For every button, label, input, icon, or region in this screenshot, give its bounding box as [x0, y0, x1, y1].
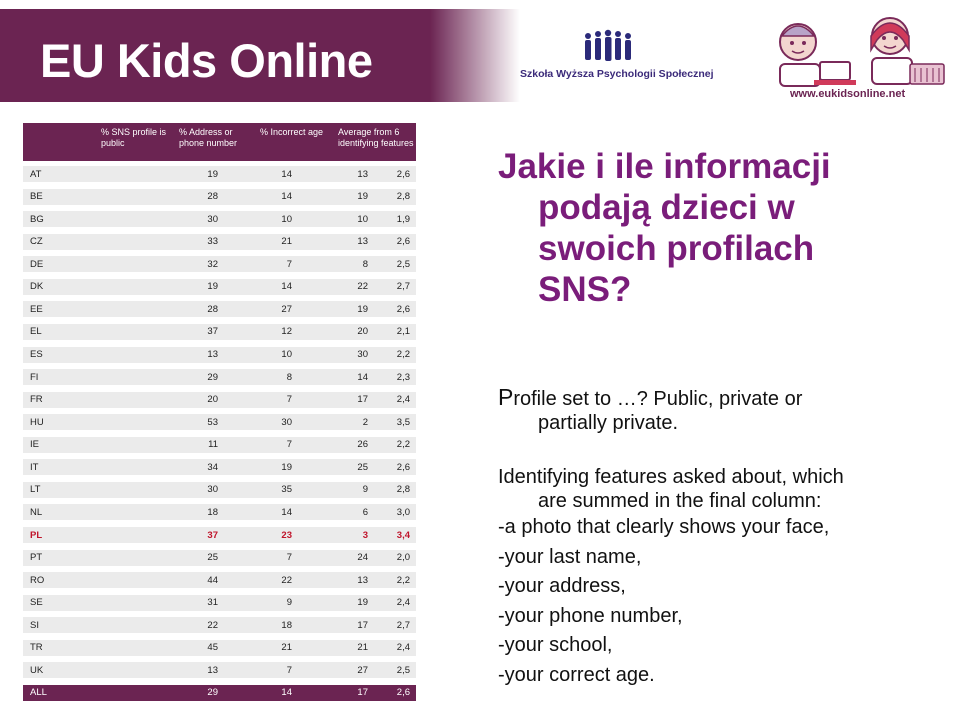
value-cell: 17 [357, 687, 368, 699]
feature-item: -your correct age. [498, 663, 655, 686]
value-cell: 30 [281, 416, 292, 428]
feature-item: -your school, [498, 634, 613, 656]
value-cell: 37 [207, 529, 218, 541]
value-cell: 13 [207, 349, 218, 360]
value-cell: 2,2 [396, 439, 410, 451]
value-cell: 11 [208, 439, 218, 451]
country-cell: LT [30, 484, 41, 496]
value-cell: 14 [281, 168, 292, 180]
value-cell: 2,2 [396, 349, 410, 360]
table-row [23, 301, 416, 317]
value-cell: 19 [357, 191, 368, 203]
value-cell: 2,5 [396, 258, 410, 270]
value-cell: 7 [286, 394, 292, 406]
headline-line: SNS? [538, 270, 632, 309]
value-cell: 19 [357, 303, 368, 315]
value-cell: 1,9 [396, 213, 410, 225]
header [0, 0, 960, 104]
value-cell: 3,0 [396, 506, 410, 518]
brand-banner [0, 9, 520, 102]
country-cell: BE [30, 191, 43, 203]
features-intro-cont: are summed in the final column: [538, 490, 822, 512]
profile-question: Profile set to …? Public, private or [498, 384, 803, 410]
value-cell: 14 [281, 506, 292, 518]
country-cell: SE [30, 597, 43, 609]
value-cell: 45 [207, 642, 218, 654]
country-cell: IE [30, 439, 39, 451]
value-cell: 3,4 [396, 529, 410, 541]
feature-item: -your last name, [498, 545, 642, 568]
value-cell: 2,1 [396, 326, 410, 338]
table-row [23, 662, 416, 678]
table-row [23, 189, 416, 205]
value-cell: 21 [281, 642, 292, 654]
value-cell: 2,0 [396, 552, 410, 564]
table-row [23, 211, 416, 227]
feature-item: -your address, [498, 575, 626, 597]
value-cell: 2,6 [396, 236, 410, 248]
value-cell: 2,2 [396, 574, 410, 586]
features-intro: Identifying features asked about, which [498, 466, 844, 488]
value-cell: 14 [357, 371, 368, 383]
value-cell: 12 [281, 326, 292, 338]
value-cell: 7 [286, 664, 292, 676]
value-cell: 13 [357, 168, 368, 180]
value-cell: 13 [207, 664, 218, 676]
country-cell: SI [30, 619, 39, 631]
header-cell [23, 123, 101, 161]
value-cell: 22 [357, 281, 368, 293]
table-row [23, 617, 416, 633]
value-cell: 10 [357, 213, 368, 225]
country-cell: NL [30, 506, 43, 518]
value-cell: 2,4 [396, 394, 410, 406]
value-cell: 18 [207, 506, 218, 518]
value-cell: 14 [281, 687, 292, 699]
value-cell: 6 [362, 506, 368, 518]
country-cell: EL [30, 326, 42, 338]
headline-line: swoich profilach [538, 229, 815, 268]
people-logo-icon [582, 28, 634, 64]
value-cell: 21 [357, 642, 368, 654]
country-cell: HU [30, 416, 44, 428]
value-cell: 10 [281, 213, 292, 225]
value-cell: 2,6 [396, 303, 410, 315]
value-cell: 17 [357, 394, 368, 406]
header-cell: Average from 6 identifying features [338, 127, 414, 148]
table-row [23, 369, 416, 385]
table-row [23, 414, 416, 430]
value-cell: 37 [207, 326, 218, 338]
kids-illustration-icon [760, 10, 950, 90]
country-cell: DK [30, 281, 44, 293]
value-cell: 13 [357, 236, 368, 248]
value-cell: 20 [357, 326, 368, 338]
value-cell: 17 [357, 619, 368, 631]
value-cell: 9 [362, 484, 368, 496]
value-cell: 2,8 [396, 484, 410, 496]
table-row [23, 324, 416, 340]
country-cell: TR [30, 642, 43, 654]
value-cell: 2,5 [396, 664, 410, 676]
table-row [23, 550, 416, 566]
value-cell: 2,6 [396, 461, 410, 473]
table-row [23, 437, 416, 453]
value-cell: 10 [281, 349, 292, 360]
table-row [23, 572, 416, 588]
value-cell: 2 [362, 416, 368, 428]
value-cell: 7 [286, 439, 292, 451]
table-header [23, 123, 416, 161]
country-cell: CZ [30, 236, 43, 248]
table-row [23, 347, 416, 363]
value-cell: 19 [207, 281, 218, 293]
brand-title: EU Kids Online [40, 34, 373, 87]
value-cell: 2,3 [396, 371, 410, 383]
profile-answer: partially private. [538, 412, 679, 434]
page-headline [498, 146, 938, 310]
value-cell: 29 [207, 371, 218, 383]
table-row [23, 595, 416, 611]
country-cell: PL [30, 529, 43, 541]
header-cell: % Address or phone number [179, 127, 238, 148]
value-cell: 13 [357, 574, 368, 586]
table-body [23, 166, 416, 701]
table-row [23, 256, 416, 272]
value-cell: 35 [281, 484, 292, 496]
feature-item: -a photo that clearly shows your face, [498, 516, 830, 538]
site-url: www.eukidsonline.net [790, 88, 906, 100]
country-cell: AT [30, 168, 42, 180]
country-cell: EE [30, 303, 43, 315]
headline-line: Jakie i ile informacji [498, 147, 831, 186]
table-row [23, 459, 416, 475]
value-cell: 29 [207, 687, 218, 699]
value-cell: 32 [207, 258, 218, 270]
country-cell: BG [30, 213, 44, 225]
country-cell: FR [30, 394, 43, 406]
value-cell: 28 [207, 303, 218, 315]
value-cell: 30 [357, 349, 368, 360]
value-cell: 27 [357, 664, 368, 676]
value-cell: 34 [207, 461, 218, 473]
value-cell: 28 [207, 191, 218, 203]
value-cell: 25 [207, 552, 218, 564]
headline-line: podają dzieci w [538, 188, 795, 227]
value-cell: 22 [281, 574, 292, 586]
value-cell: 25 [357, 461, 368, 473]
value-cell: 31 [207, 597, 218, 609]
country-cell: UK [30, 664, 44, 676]
value-cell: 30 [207, 484, 218, 496]
notes-text [498, 385, 953, 690]
feature-item: -your phone number, [498, 604, 683, 627]
value-cell: 2,4 [396, 642, 410, 654]
table-row [23, 392, 416, 408]
table-row [23, 234, 416, 250]
value-cell: 27 [281, 303, 292, 315]
country-cell: ALL [30, 687, 47, 699]
country-cell: PT [30, 552, 43, 564]
value-cell: 2,6 [396, 168, 410, 180]
table-row [23, 685, 416, 701]
value-cell: 44 [207, 574, 218, 586]
value-cell: 2,6 [396, 687, 410, 699]
table-row [23, 166, 416, 182]
value-cell: 33 [207, 236, 218, 248]
country-cell: IT [30, 461, 39, 473]
value-cell: 20 [207, 394, 218, 406]
value-cell: 8 [286, 371, 292, 383]
country-cell: FI [30, 371, 39, 383]
country-cell: ES [30, 349, 43, 360]
table-row [23, 640, 416, 656]
value-cell: 14 [281, 281, 292, 293]
value-cell: 53 [207, 416, 218, 428]
value-cell: 2,4 [396, 597, 410, 609]
value-cell: 2,8 [396, 191, 410, 203]
table-row [23, 279, 416, 295]
value-cell: 19 [207, 168, 218, 180]
value-cell: 19 [357, 597, 368, 609]
value-cell: 3 [362, 529, 368, 541]
country-cell: DE [30, 258, 44, 270]
value-cell: 23 [281, 529, 292, 541]
value-cell: 18 [281, 619, 292, 631]
country-cell: RO [30, 574, 45, 586]
value-cell: 7 [286, 552, 292, 564]
header-cell: % SNS profile is public [101, 127, 167, 148]
value-cell: 8 [362, 258, 368, 270]
value-cell: 9 [286, 597, 292, 609]
data-table [23, 123, 416, 701]
value-cell: 2,7 [396, 281, 410, 293]
value-cell: 19 [281, 461, 292, 473]
value-cell: 30 [207, 213, 218, 225]
school-name: Szkoła Wyższa Psychologii Społecznej [520, 68, 714, 80]
value-cell: 24 [357, 552, 368, 564]
value-cell: 3,5 [396, 416, 410, 428]
value-cell: 14 [281, 191, 292, 203]
table-row [23, 482, 416, 498]
header-cell: % Incorrect age [260, 127, 324, 137]
value-cell: 21 [281, 236, 292, 248]
value-cell: 22 [207, 619, 218, 631]
table-row [23, 504, 416, 520]
value-cell: 7 [286, 258, 292, 270]
table-row [23, 527, 416, 543]
value-cell: 2,7 [396, 619, 410, 631]
value-cell: 26 [357, 439, 368, 451]
